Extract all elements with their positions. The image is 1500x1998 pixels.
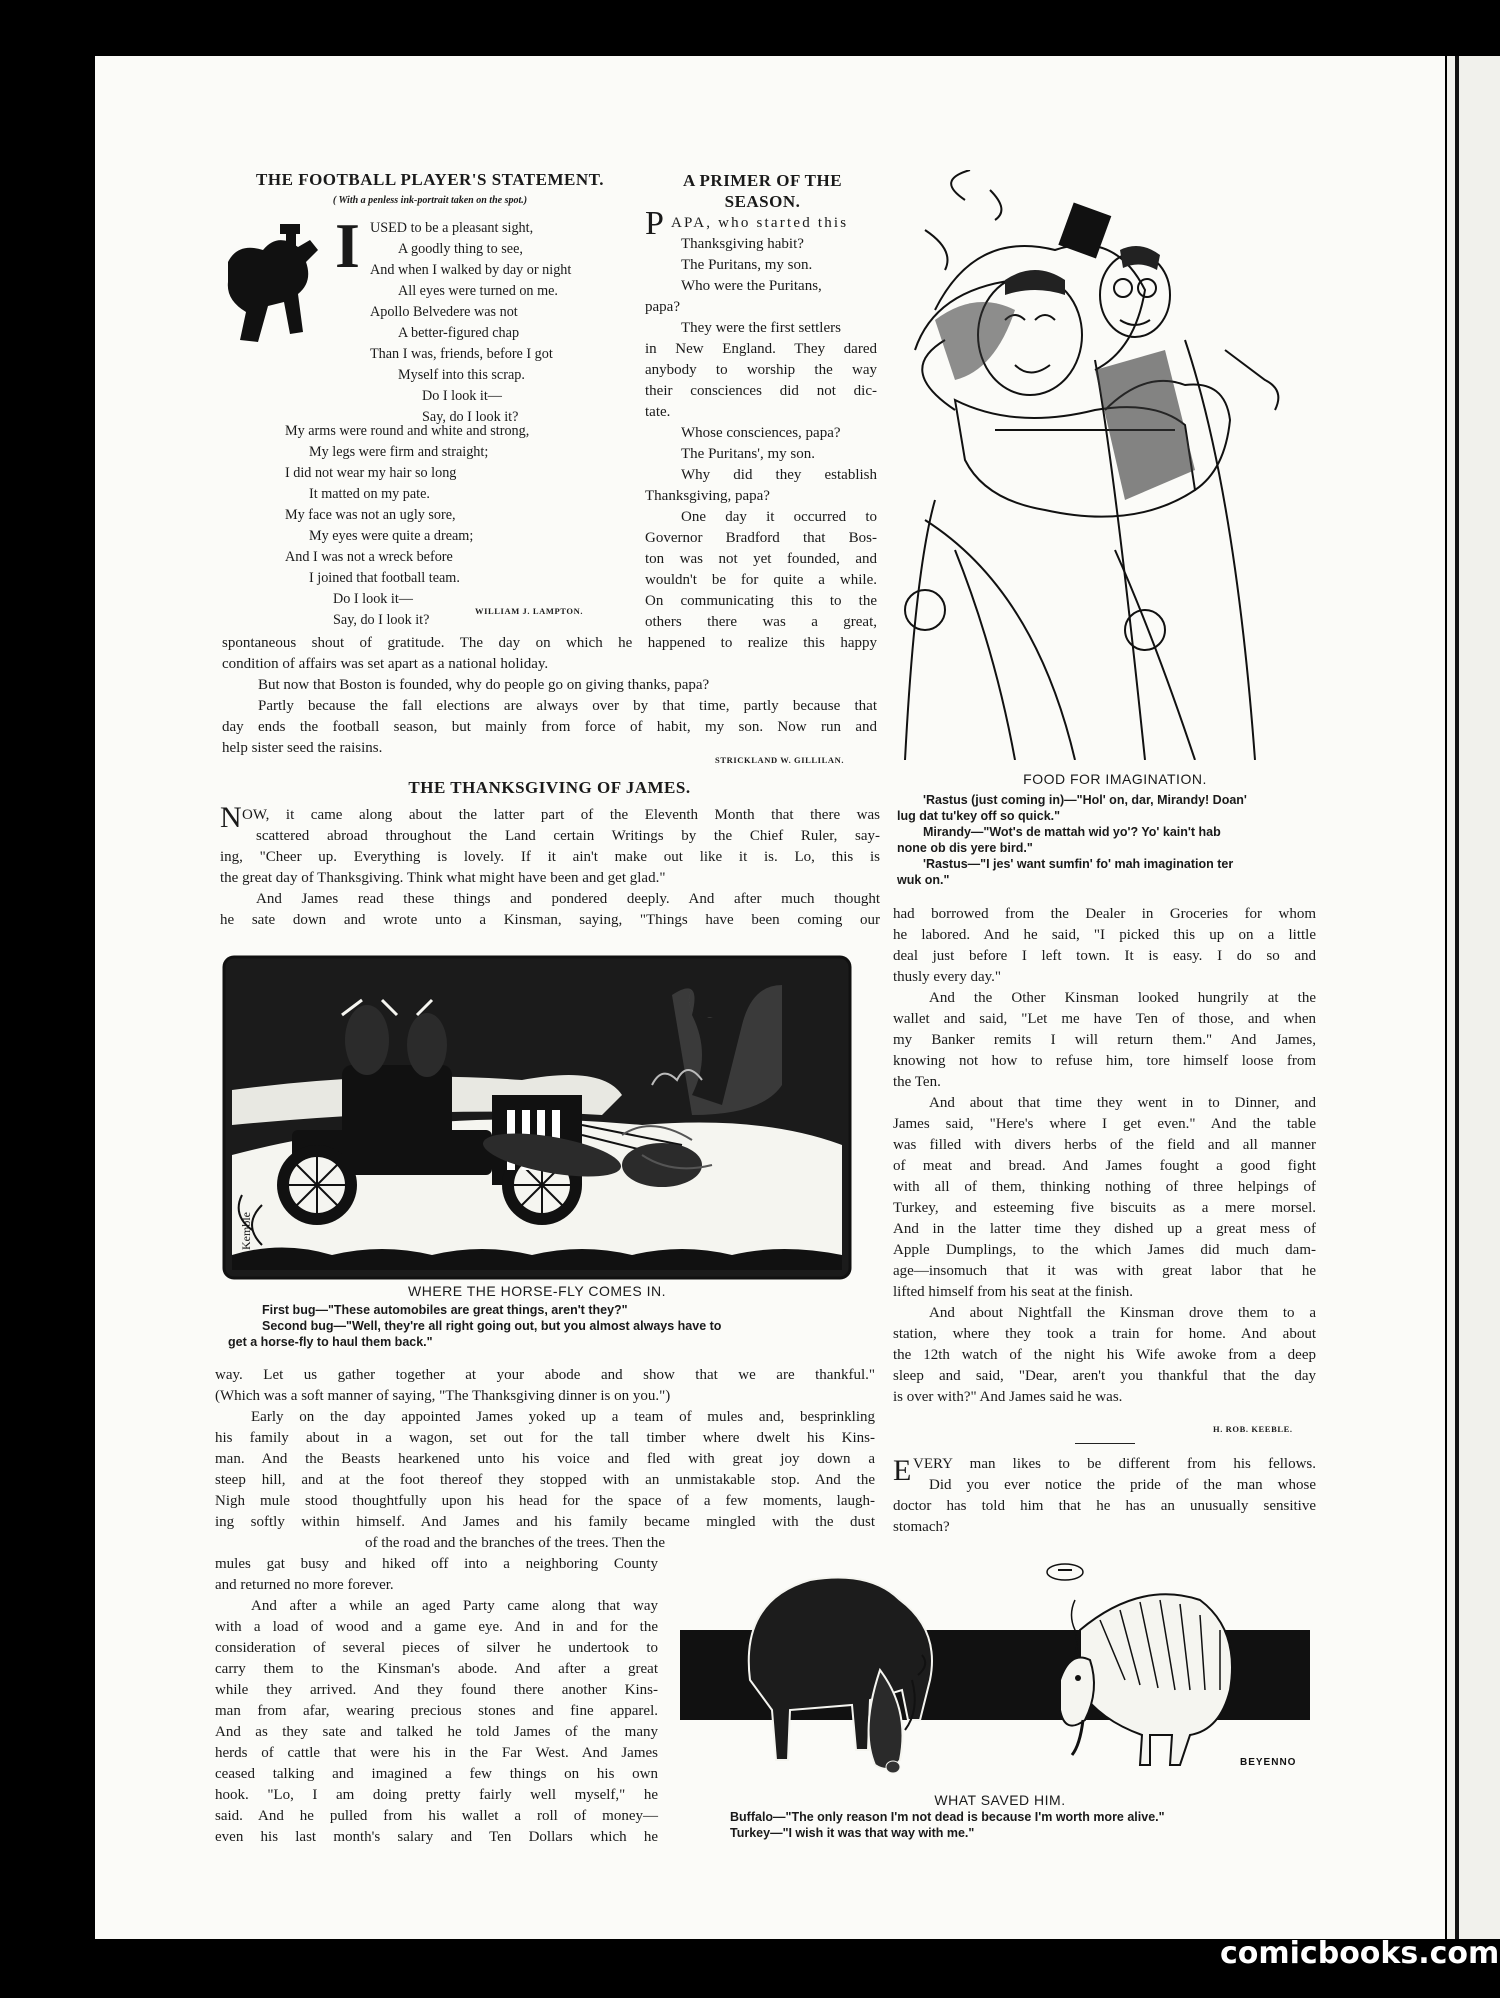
primer-line: APA, who started this bbox=[671, 215, 849, 231]
james-line: Early on the day appointed James yoked up a team of mules and, besprinkling bbox=[251, 1409, 875, 1425]
james-line: And James read these things and pondered deeply. And after much thought bbox=[256, 891, 880, 907]
primer-line: One day it occurred to bbox=[681, 509, 877, 525]
james-author: H. ROB. KEEBLE. bbox=[1213, 1424, 1293, 1434]
football-stanza-1 bbox=[370, 218, 640, 428]
poem-line: USED to be a pleasant sight, bbox=[370, 220, 534, 236]
horse-fly-illustration bbox=[222, 955, 852, 1280]
primer-line: They were the first settlers bbox=[681, 320, 841, 336]
james-line: ing softly within himself. And James and his family became mingled with the dust bbox=[215, 1514, 875, 1530]
poem-line: And when I walked by day or night bbox=[370, 262, 572, 278]
poem-line: All eyes were turned on me. bbox=[398, 283, 558, 299]
james-line: way. Let us gather together at your abode and show that we are thankful." bbox=[215, 1367, 875, 1383]
every-line: doctor has told him that he has an unusually sensitive bbox=[893, 1498, 1316, 1514]
poem-line: Do I look it— bbox=[333, 591, 413, 607]
dialogue-line: Mirandy—"Wot's de mattah wid yo'? Yo' kain't hab bbox=[923, 825, 1221, 839]
james-line: is over with?" And James said he was. bbox=[893, 1389, 1123, 1405]
primer-column bbox=[645, 205, 877, 633]
james-line: Nigh mule stood thoughtfully upon his head for the space of a few moments, laugh- bbox=[215, 1493, 875, 1509]
james-line: of the road and the branches of the trees. Then the bbox=[365, 1535, 666, 1551]
primer-line: The Puritans, my son. bbox=[681, 257, 813, 273]
food-dialogue bbox=[897, 792, 1337, 888]
primer-author: STRICKLAND W. GILLILAN. bbox=[715, 755, 845, 765]
james-line: station, where they took a train for home. And about bbox=[893, 1326, 1316, 1342]
poem-line: A better-figured chap bbox=[398, 325, 520, 341]
primer-wide-line: condition of affairs was set apart as a national holiday. bbox=[222, 656, 549, 672]
every-man-paragraph bbox=[893, 1454, 1316, 1538]
james-line: the Ten. bbox=[893, 1074, 941, 1090]
james-line: And about that time they went in to Dinner, and bbox=[929, 1095, 1316, 1111]
primer-title: A PRIMER OF THE SEASON. bbox=[682, 171, 843, 211]
football-author: WILLIAM J. LAMPTON. bbox=[475, 606, 584, 616]
james-right-column bbox=[893, 904, 1316, 1408]
primer-line: wouldn't be for quite a while. bbox=[645, 572, 877, 588]
primer-line: Who were the Puritans, bbox=[681, 278, 822, 294]
dialogue-line: none ob dis yere bird." bbox=[897, 841, 1033, 855]
ink-blot-football-player bbox=[218, 222, 333, 362]
james-line: steep hill, and at the foot thereof they stopped with an unmistakable stop. And the bbox=[215, 1472, 875, 1488]
section-divider bbox=[1075, 1443, 1135, 1444]
james-line: man. And the Beasts hearkened unto his voice and fled with great joy down a bbox=[215, 1451, 875, 1467]
james-line: he sate down and wrote unto a Kinsman, saying, "Things have been coming our bbox=[220, 912, 880, 928]
primer-line: others there was a great, bbox=[645, 614, 877, 630]
poem-line: My eyes were quite a dream; bbox=[309, 528, 474, 544]
dialogue-line: Buffalo—"The only reason I'm not dead is because I'm worth more alive." bbox=[730, 1810, 1165, 1824]
what-saved-him-caption: WHAT SAVED HIM. bbox=[934, 1792, 1066, 1808]
james-line: lifted himself from his seat at the finish. bbox=[893, 1284, 1133, 1300]
poem-line: Say, do I look it? bbox=[333, 612, 430, 628]
dialogue-line: lug dat tu'key off so quick." bbox=[897, 809, 1061, 823]
primer-line: their consciences did not dic- bbox=[645, 383, 877, 399]
every-line: stomach? bbox=[893, 1519, 950, 1535]
horse-fly-signature: Kemble bbox=[239, 1212, 253, 1250]
football-stanza-2 bbox=[285, 421, 615, 631]
dialogue-line: wuk on." bbox=[897, 873, 950, 887]
primer-line: papa? bbox=[645, 299, 680, 315]
dialogue-line: Turkey—"I wish it was that way with me." bbox=[730, 1826, 975, 1840]
james-line: thusly every day." bbox=[893, 969, 1002, 985]
every-line: VERY man likes to be different from his fellows. bbox=[913, 1456, 1316, 1472]
primer-wide-line: day ends the football season, but mainly from force of habit, my son. Now run and bbox=[222, 719, 877, 735]
dialogue-line: 'Rastus (just coming in)—"Hol' on, dar, Mirandy! Doan' bbox=[923, 793, 1247, 807]
james-line: my Banker remits I will return them." And James, bbox=[893, 1032, 1316, 1048]
james-line: mules gat busy and hiked off into a neighboring County bbox=[215, 1556, 658, 1572]
dialogue-line: 'Rastus—"I jes' want sumfin' fo' mah imagination ter bbox=[923, 857, 1234, 871]
james-continued bbox=[215, 1365, 875, 1554]
james-line: and returned no more forever. bbox=[215, 1577, 394, 1593]
comicbooks-logo: comicbooks.com bbox=[1220, 1936, 1500, 1971]
primer-line: Thanksgiving habit? bbox=[681, 236, 804, 252]
dialogue-line: First bug—"These automobiles are great things, aren't they?" bbox=[262, 1303, 628, 1317]
james-line: ceased talking and imagined a few things on his own bbox=[215, 1766, 658, 1782]
primer-line: Governor Bradford that Bos- bbox=[645, 530, 877, 546]
james-line: hook. "Lo, I am doing pretty fairly well myself," he bbox=[215, 1787, 658, 1803]
dialogue-line: Second bug—"Well, they're all right going out, but you almost always have to bbox=[262, 1319, 722, 1333]
primer-line: Why did they establish bbox=[681, 467, 877, 483]
james-line: And in the latter time they dished up a great mess of bbox=[893, 1221, 1316, 1237]
james-line: ing, "Cheer up. Everything is lovely. If it ain't make out like it is. Lo, this is bbox=[220, 849, 880, 865]
poem-line: It matted on my pate. bbox=[309, 486, 430, 502]
primer-wide-line: spontaneous shout of gratitude. The day on which he happened to realize this happy bbox=[222, 635, 877, 651]
james-line: the great day of Thanksgiving. Think what might have been and get glad." bbox=[220, 870, 666, 886]
primer-line: Whose consciences, papa? bbox=[681, 425, 841, 441]
james-line: And about Nightfall the Kinsman drove them to a bbox=[929, 1305, 1316, 1321]
james-line: age—insomuch that it was with great labor that he bbox=[893, 1263, 1316, 1279]
james-line: And after a while an aged Party came along that way bbox=[251, 1598, 658, 1614]
primer-line: Thanksgiving, papa? bbox=[645, 488, 770, 504]
every-line: Did you ever notice the pride of the man whose bbox=[929, 1477, 1316, 1493]
james-line: James said, "Here's where I get even." And the table bbox=[893, 1116, 1316, 1132]
primer-wide-text bbox=[222, 633, 877, 759]
food-for-imagination-illustration bbox=[895, 170, 1335, 760]
poem-line: My legs were firm and straight; bbox=[309, 444, 489, 460]
primer-drop-cap: P bbox=[645, 205, 664, 242]
horse-fly-caption: WHERE THE HORSE-FLY COMES IN. bbox=[408, 1283, 666, 1299]
poem-line: And I was not a wreck before bbox=[285, 549, 453, 565]
primer-line: The Puritans', my son. bbox=[681, 446, 815, 462]
primer-line: tate. bbox=[645, 404, 671, 420]
james-line: said. And he pulled from his wallet a roll of money— bbox=[215, 1808, 658, 1824]
james-line: had borrowed from the Dealer in Groceries for whom bbox=[893, 906, 1316, 922]
poem-line: Myself into this scrap. bbox=[398, 367, 525, 383]
horse-fly-dialogue bbox=[228, 1302, 858, 1350]
football-subtitle: ( With a penless ink-portrait taken on the spot.) bbox=[332, 195, 528, 206]
poem-line: Apollo Belvedere was not bbox=[370, 304, 518, 320]
james-line: the 12th watch of the night his Wife awoke from a deep bbox=[893, 1347, 1316, 1363]
james-line: he labored. And he said, "I picked this up on a little bbox=[893, 927, 1316, 943]
james-line: wallet and said, "Let me have Ten of those, and when bbox=[893, 1011, 1316, 1027]
poem-line: I joined that football team. bbox=[309, 570, 460, 586]
james-line: Apple Dumplings, to the which James did much dam- bbox=[893, 1242, 1316, 1258]
food-caption: FOOD FOR IMAGINATION. bbox=[1023, 771, 1207, 787]
primer-wide-line: But now that Boston is founded, why do people go on giving thanks, papa? bbox=[258, 677, 710, 693]
james-line: (Which was a soft manner of saying, "The Thanksgiving dinner is on you.") bbox=[215, 1388, 671, 1404]
poem-line: Do I look it— bbox=[422, 388, 502, 404]
james-narrow bbox=[215, 1554, 658, 1848]
james-intro bbox=[220, 801, 880, 931]
poem-line: My face was not an ugly sore, bbox=[285, 507, 456, 523]
what-saved-him-dialogue bbox=[730, 1809, 1320, 1841]
james-line: even his last month's salary and Ten Dollars which he bbox=[215, 1829, 658, 1845]
every-drop-cap: E bbox=[893, 1454, 912, 1487]
james-line: And as they sate and talked he told James of the many bbox=[215, 1724, 658, 1740]
what-saved-him-signature: BEYENNO bbox=[1240, 1757, 1297, 1768]
poem-line: I did not wear my hair so long bbox=[285, 465, 457, 481]
poem-line: Than I was, friends, before I got bbox=[370, 346, 553, 362]
james-line: Turkey, and esteeming five biscuits as a mere morsel. bbox=[893, 1200, 1316, 1216]
james-line: of meat and bread. And James fought a good fight bbox=[893, 1158, 1316, 1174]
football-drop-cap: I bbox=[335, 210, 360, 281]
primer-wide-line: Partly because the fall elections are always over by that time, partly because that bbox=[258, 698, 877, 714]
poem-line: My arms were round and white and strong, bbox=[285, 423, 530, 439]
james-line: OW, it came along about the latter part of the Eleventh Month that there was bbox=[242, 807, 880, 823]
primer-line: ton was not yet founded, and bbox=[645, 551, 877, 567]
james-line: knowing not how to refuse him, tore himself loose from bbox=[893, 1053, 1316, 1069]
james-line: with a load of wood and a game eye. And in and for the bbox=[215, 1619, 658, 1635]
james-line: deal just before I left town. It is easy. I do so and bbox=[893, 948, 1316, 964]
page-gutter-rule bbox=[1455, 56, 1459, 1939]
james-line: scattered abroad throughout the Land certain Writings by the Chief Ruler, say- bbox=[256, 828, 880, 844]
james-line: And the Other Kinsman looked hungrily at the bbox=[929, 990, 1316, 1006]
what-saved-him-illustration bbox=[680, 1560, 1320, 1780]
james-drop-cap: N bbox=[220, 801, 242, 834]
james-line: was filled with divers herbs of the field and all manner bbox=[893, 1137, 1316, 1153]
james-line: his family about in a wagon, set out for the tall timber where dwelt his Kins- bbox=[215, 1430, 875, 1446]
primer-wide-line: help sister seed the raisins. bbox=[222, 740, 383, 756]
james-line: sleep and said, "Dear, aren't you thankful that the day bbox=[893, 1368, 1316, 1384]
poem-line: Say, do I look it? bbox=[422, 409, 519, 425]
james-line: with all of them, thinking nothing of three helpings of bbox=[893, 1179, 1316, 1195]
james-line: consideration of several pieces of silver he undertook to bbox=[215, 1640, 658, 1656]
poem-line: A goodly thing to see, bbox=[398, 241, 523, 257]
james-line: carry them to the Kinsman's abode. And after a great bbox=[215, 1661, 658, 1677]
dialogue-line: get a horse-fly to haul them back." bbox=[228, 1335, 433, 1349]
james-line: man from afar, wearing precious stones and fine apparel. bbox=[215, 1703, 658, 1719]
football-title: THE FOOTBALL PLAYER'S STATEMENT. bbox=[256, 170, 604, 189]
james-line: while they arrived. And they found there another Kins- bbox=[215, 1682, 658, 1698]
primer-line: in New England. They dared bbox=[645, 341, 877, 357]
primer-line: On communicating this to the bbox=[645, 593, 877, 609]
primer-line: anybody to worship the way bbox=[645, 362, 877, 378]
james-line: herds of cattle that were his in the Far West. And James bbox=[215, 1745, 658, 1761]
james-title: THE THANKSGIVING OF JAMES. bbox=[408, 778, 691, 797]
